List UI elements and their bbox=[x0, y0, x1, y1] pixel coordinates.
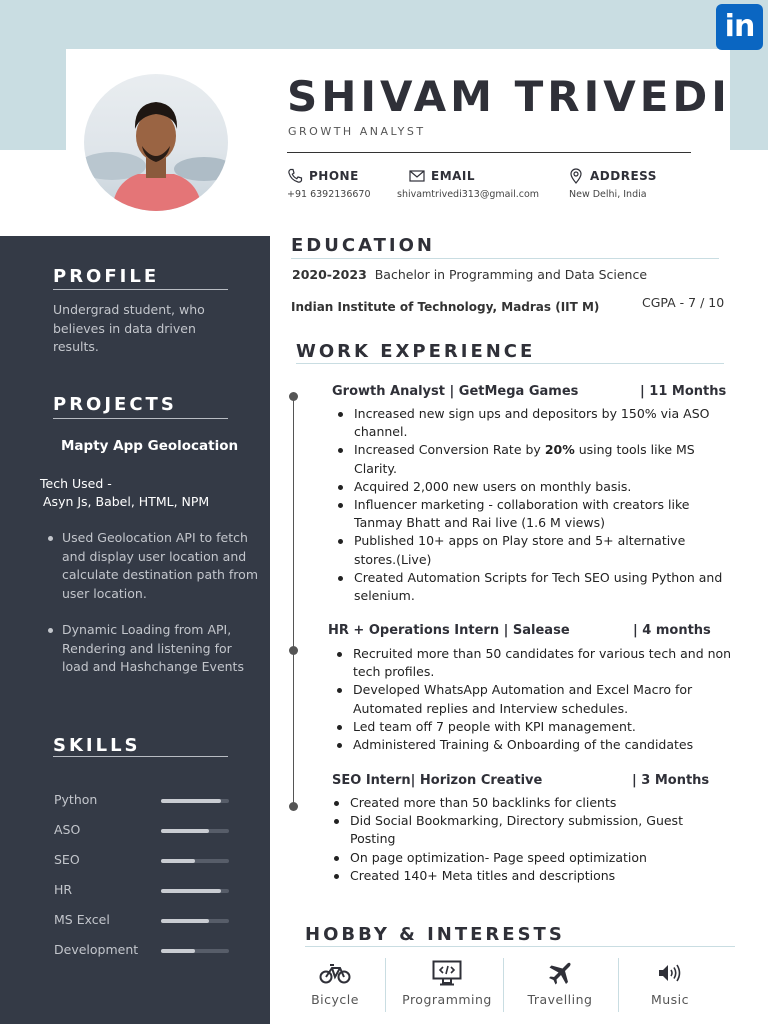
bicycle-icon bbox=[319, 962, 351, 984]
bullet-text: Increased Conversion Rate by bbox=[354, 442, 545, 458]
bullet-text: On page optimization- Page speed optimization bbox=[350, 849, 647, 865]
location-icon bbox=[568, 168, 584, 184]
project-bullets bbox=[42, 529, 260, 695]
list-item bbox=[332, 736, 732, 754]
hobby-programming bbox=[389, 956, 505, 1016]
skill-bar-fill bbox=[161, 889, 221, 893]
list-item bbox=[333, 478, 728, 496]
skill-label: Development bbox=[54, 942, 139, 957]
list-item bbox=[333, 569, 728, 605]
job-1-duration: | 11 Months bbox=[640, 384, 727, 399]
work-timeline bbox=[293, 396, 294, 808]
skill-label: ASO bbox=[54, 822, 81, 837]
list-item bbox=[329, 867, 724, 885]
skill-bar bbox=[161, 949, 229, 953]
linkedin-icon[interactable]: in bbox=[716, 4, 763, 50]
bullet-text: using tools like MS Clarity. bbox=[354, 442, 695, 476]
bullet-text: Led team off 7 people with KPI management. bbox=[353, 718, 636, 734]
work-experience-heading: WORK EXPERIENCE bbox=[296, 341, 536, 362]
bullet-text: Published 10+ apps on Play store and 5+ alternative stores.(Live) bbox=[354, 533, 686, 567]
skill-label: Python bbox=[54, 792, 98, 807]
job-3-title: SEO Intern| Horizon Creative bbox=[332, 773, 543, 788]
bullet-text: Acquired 2,000 new users on monthly basis. bbox=[354, 478, 632, 494]
education-divider bbox=[291, 258, 719, 259]
list-item bbox=[333, 441, 728, 477]
skill-bar-fill bbox=[161, 859, 195, 863]
list-item bbox=[329, 849, 724, 867]
list-item: Used Geolocation API to fetch and display user location and calculate destination path from user location. bbox=[42, 529, 260, 603]
bullet-text: Created more than 50 backlinks for clients bbox=[350, 795, 617, 810]
hobby-music bbox=[612, 956, 728, 1016]
skill-bar bbox=[161, 829, 229, 833]
timeline-dot bbox=[289, 646, 298, 655]
list-item bbox=[332, 718, 732, 736]
hobby-label: Music bbox=[650, 992, 690, 1007]
list-item bbox=[332, 681, 732, 717]
skill-bar bbox=[161, 919, 229, 923]
job-2-bullets bbox=[332, 645, 732, 754]
bullet-text: Created Automation Scripts for Tech SEO using Python and selenium. bbox=[354, 569, 723, 604]
list-item bbox=[333, 532, 728, 568]
email-address[interactable]: shivamtrivedi313@gmail.com bbox=[397, 189, 540, 200]
skill-bar bbox=[161, 859, 229, 863]
contact-label: PHONE bbox=[309, 169, 359, 183]
skill-bar-fill bbox=[161, 829, 209, 833]
phone-icon bbox=[287, 168, 303, 184]
bullet-text: Did Social Bookmarking, Directory submission, Guest Posting bbox=[350, 813, 683, 847]
education-cgpa: CGPA - 7 / 10 bbox=[642, 295, 725, 310]
bullet-text: Created 140+ Meta titles and descriptions bbox=[350, 867, 616, 883]
hobbies-divider bbox=[305, 946, 735, 947]
timeline-dot bbox=[289, 802, 298, 811]
contact-label: EMAIL bbox=[431, 169, 476, 183]
header-divider bbox=[287, 152, 691, 153]
work-divider bbox=[296, 363, 724, 364]
job-2-title: HR + Operations Intern | Salease bbox=[328, 623, 570, 638]
projects-heading: PROJECTS bbox=[53, 394, 177, 415]
bullet-text: 20% bbox=[544, 442, 575, 458]
contact-phone bbox=[287, 168, 371, 200]
skills-heading: SKILLS bbox=[53, 735, 141, 756]
job-3-bullets bbox=[329, 794, 724, 885]
projects-divider bbox=[53, 418, 228, 419]
list-item bbox=[329, 812, 724, 848]
list-item bbox=[333, 405, 728, 441]
skill-bar bbox=[161, 799, 229, 803]
email-icon bbox=[409, 168, 425, 184]
bullet-text: Developed WhatsApp Automation and Excel Macro for Automated replies and Interview schedules. bbox=[353, 682, 693, 716]
list-item bbox=[333, 496, 728, 532]
list-item bbox=[329, 794, 724, 812]
list-item: Dynamic Loading from API, Rendering and listening for load and Hashchange Events bbox=[42, 621, 260, 677]
skills-divider bbox=[53, 756, 228, 757]
skill-bar-fill bbox=[161, 949, 195, 953]
airplane-icon bbox=[547, 960, 573, 986]
header-fill bbox=[0, 150, 66, 236]
job-title: GROWTH ANALYST bbox=[288, 125, 426, 138]
contact-label: ADDRESS bbox=[590, 169, 657, 183]
skill-row bbox=[54, 942, 230, 960]
skill-bar bbox=[161, 889, 229, 893]
contact-email bbox=[397, 168, 539, 200]
profile-photo bbox=[84, 74, 228, 211]
education-heading: EDUCATION bbox=[291, 235, 435, 256]
education-degree: Bachelor in Programming and Data Science bbox=[374, 267, 648, 282]
bullet-text: Administered Training & Onboarding of the candidates bbox=[353, 737, 694, 753]
skill-row bbox=[54, 792, 230, 810]
contact-address bbox=[568, 168, 657, 200]
hobby-label: Programming bbox=[402, 992, 492, 1007]
bullet-text: Recruited more than 50 candidates for various tech and non tech profiles. bbox=[353, 646, 732, 680]
phone-number[interactable]: +91 6392136670 bbox=[287, 189, 371, 200]
timeline-dot bbox=[289, 392, 298, 401]
project-tech-label: Tech Used - bbox=[40, 476, 112, 491]
education-institute: Indian Institute of Technology, Madras (IIT M) bbox=[291, 300, 600, 314]
education-years: 2020-2023 bbox=[292, 267, 367, 282]
skill-label: SEO bbox=[54, 852, 80, 867]
skill-row bbox=[54, 912, 230, 930]
candidate-name: SHIVAM TRIVEDI bbox=[287, 72, 731, 121]
speaker-icon bbox=[657, 962, 683, 984]
list-item bbox=[332, 645, 732, 681]
job-1-bullets bbox=[333, 405, 728, 605]
hobby-label: Bicycle bbox=[311, 992, 359, 1007]
job-2-duration: | 4 months bbox=[633, 623, 711, 638]
project-tech-stack: Asyn Js, Babel, HTML, NPM bbox=[43, 494, 210, 509]
profile-divider bbox=[53, 289, 228, 290]
job-1-title: Growth Analyst | GetMega Games bbox=[332, 384, 579, 399]
project-name: Mapty App Geolocation bbox=[61, 438, 239, 454]
skill-label: HR bbox=[54, 882, 73, 897]
profile-summary: Undergrad student, who believes in data driven results. bbox=[53, 302, 205, 354]
job-3-duration: | 3 Months bbox=[632, 773, 710, 788]
education-degree-line bbox=[292, 267, 647, 282]
bullet-text: Increased new sign ups and depositors by 150% via ASO channel. bbox=[354, 406, 710, 440]
hobby-label: Travelling bbox=[527, 992, 593, 1007]
hobby-bicycle bbox=[277, 956, 393, 1016]
profile-heading: PROFILE bbox=[53, 266, 160, 287]
skill-bar-fill bbox=[161, 919, 209, 923]
programming-icon bbox=[432, 960, 462, 986]
skill-row bbox=[54, 882, 230, 900]
skill-bar-fill bbox=[161, 799, 221, 803]
bullet-text: Influencer marketing - collaboration with creators like Tanmay Bhatt and Rai live (1.6 M views) bbox=[354, 497, 690, 531]
hobbies-heading: HOBBY & INTERESTS bbox=[305, 924, 565, 945]
address-value: New Delhi, India bbox=[569, 189, 647, 200]
skill-label: MS Excel bbox=[54, 912, 110, 927]
hobby-divider bbox=[385, 958, 386, 1012]
skill-row bbox=[54, 822, 230, 840]
hobby-travelling bbox=[502, 956, 618, 1016]
skill-row bbox=[54, 852, 230, 870]
